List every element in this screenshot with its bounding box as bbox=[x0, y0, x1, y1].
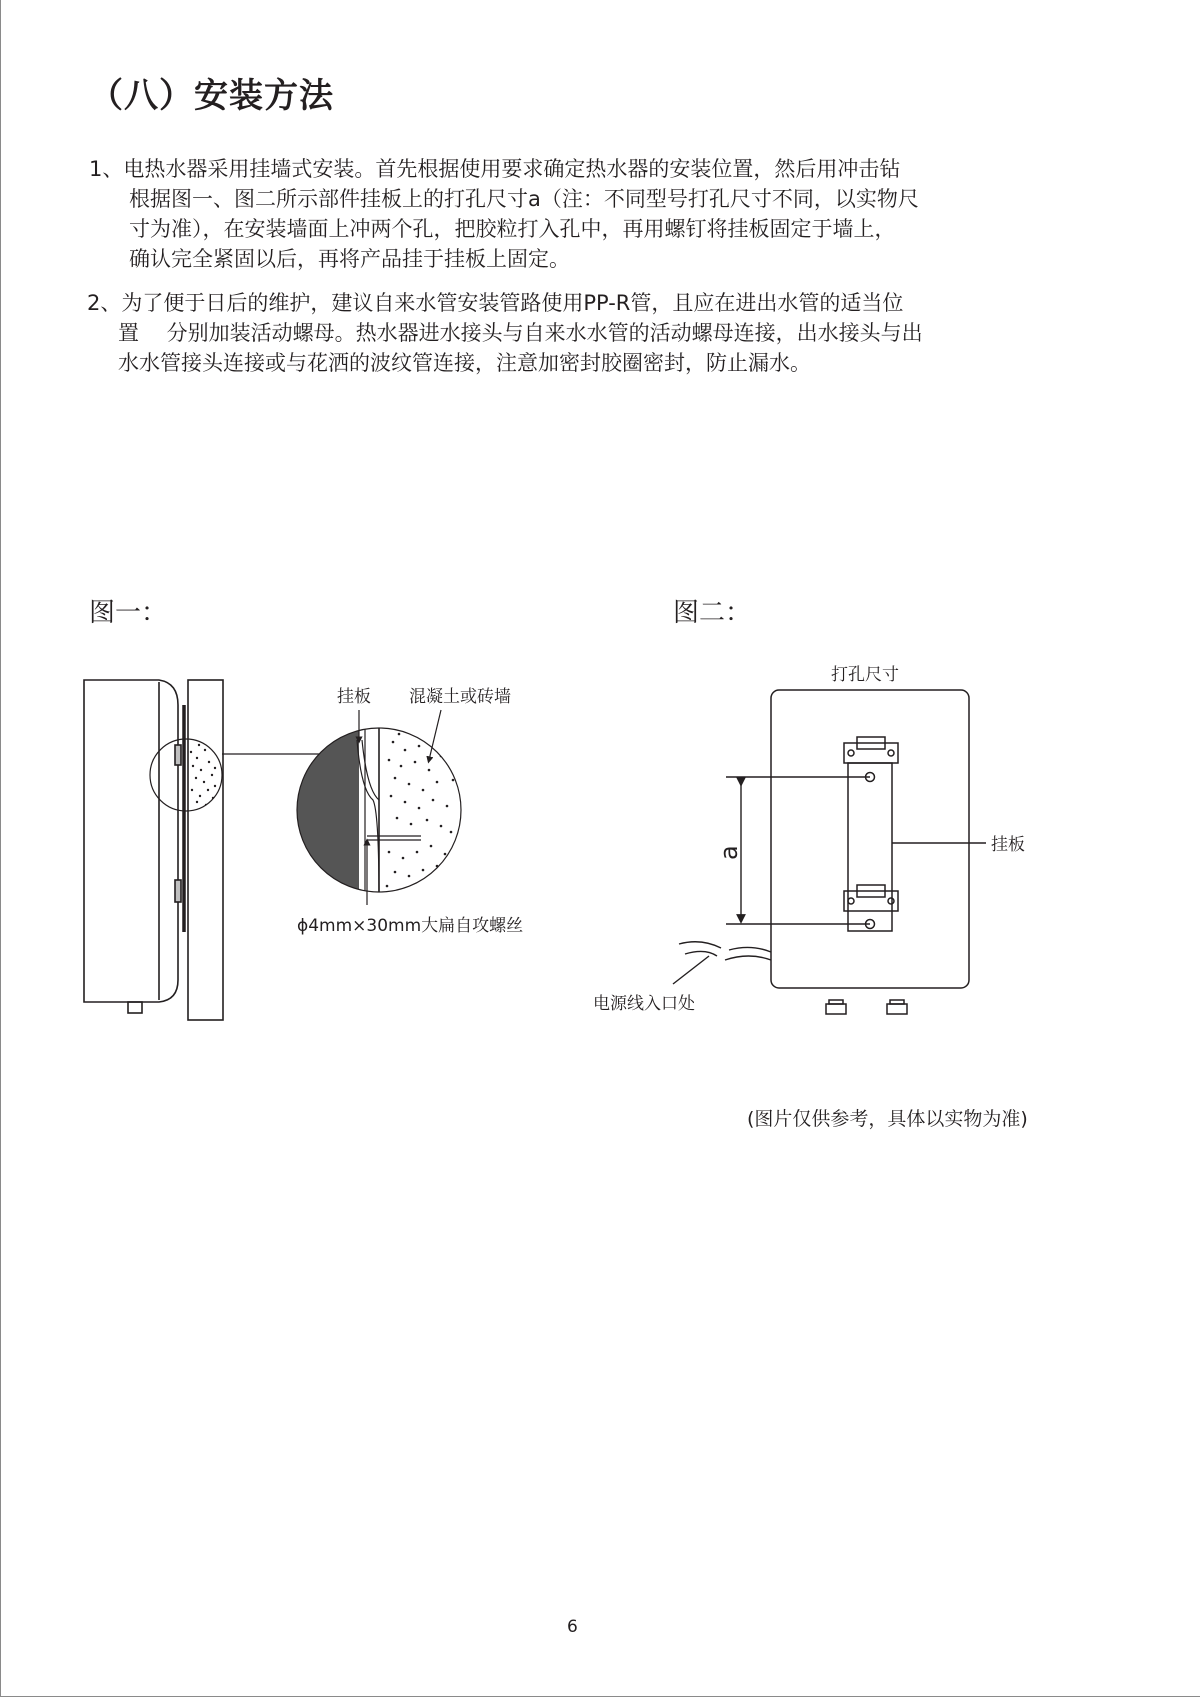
label-bracket: 挂板 bbox=[337, 687, 371, 707]
instruction-line: 1、电热水器采用挂墙式安装。首先根据使用要求确定热水器的安装位置，然后用冲击钻 bbox=[89, 157, 901, 181]
instruction-line: 置 分别加装活动螺母。热水器进水接头与自来水水管的活动螺母连接，出水接头与出 bbox=[118, 321, 923, 345]
label-power-inlet: 电源线入口处 bbox=[593, 994, 695, 1014]
label-concrete-wall: 混凝土或砖墙 bbox=[409, 687, 511, 707]
label-screw-spec: ϕ4mm×30mm大扁自攻螺丝 bbox=[297, 916, 524, 936]
label-hole-size: 打孔尺寸 bbox=[831, 665, 899, 685]
figure2-caption: 图二： bbox=[673, 598, 752, 628]
page-number: 6 bbox=[567, 1617, 578, 1637]
dimension-a-label: a bbox=[715, 845, 743, 860]
power-cable bbox=[673, 942, 771, 984]
label-bracket-front: 挂板 bbox=[991, 835, 1025, 855]
instruction-line: 根据图一、图二所示部件挂板上的打孔尺寸a（注：不同型号打孔尺寸不同，以实物尺 bbox=[129, 187, 919, 211]
figure2-diagram bbox=[1, 0, 1200, 1697]
figure-footnote: (图片仅供参考，具体以实物为准) bbox=[747, 1108, 1028, 1130]
figure1-caption: 图一： bbox=[89, 598, 168, 628]
instruction-line: 确认完全紧固以后，再将产品挂于挂板上固定。 bbox=[129, 247, 570, 271]
instruction-line: 寸为准），在安装墙面上冲两个孔，把胶粒打入孔中，再用螺钉将挂板固定于墙上， bbox=[129, 217, 896, 241]
heater-front-view bbox=[771, 690, 969, 1014]
instruction-line: 2、为了便于日后的维护，建议自来水管安装管路使用PP-R管，且应在进出水管的适当位 bbox=[87, 291, 904, 315]
mounting-bracket bbox=[844, 737, 986, 931]
instruction-line: 水水管接头连接或与花洒的波纹管连接，注意加密封胶圈密封，防止漏水。 bbox=[118, 351, 811, 375]
section-title: （八）安装方法 bbox=[89, 76, 334, 116]
